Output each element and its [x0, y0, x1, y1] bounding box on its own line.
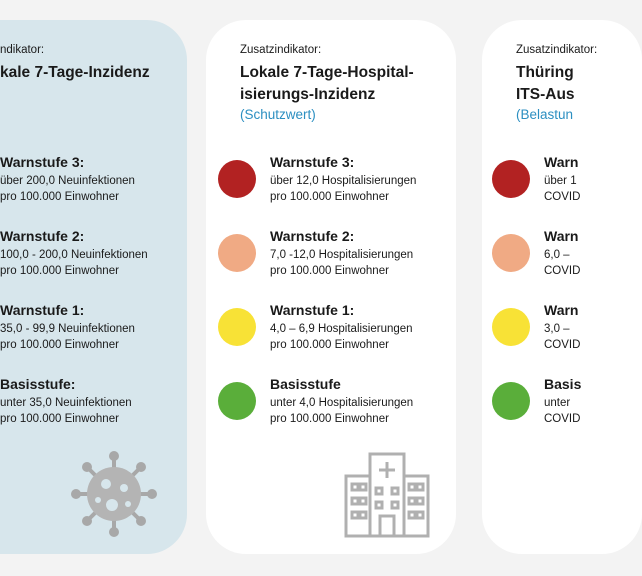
- level-unit: COVID: [544, 413, 581, 425]
- orange-dot-icon: [492, 234, 530, 272]
- level-label: Warnstufe 1:: [270, 302, 355, 318]
- level-label: Warn: [544, 228, 579, 244]
- level-unit: pro 100.000 Einwohner: [0, 339, 119, 351]
- red-dot-icon: [492, 160, 530, 198]
- level-label: Warnstufe 2:: [0, 228, 85, 244]
- level-range: unter: [544, 397, 571, 409]
- card-title: kale 7-Tage-Inzidenz: [0, 64, 150, 81]
- level-label: Warnstufe 1:: [0, 302, 85, 318]
- card-its: [482, 20, 642, 554]
- level-unit: pro 100.000 Einwohner: [270, 339, 389, 351]
- yellow-dot-icon: [492, 308, 530, 346]
- level-unit: COVID: [544, 191, 581, 203]
- level-unit: pro 100.000 Einwohner: [0, 413, 119, 425]
- indicator-label: Zusatzindikator:: [240, 44, 322, 56]
- level-range: 7,0 -12,0 Hospitalisierungen: [270, 249, 414, 261]
- indicator-label: Zusatzindikator:: [516, 44, 598, 56]
- virus-icon: [68, 448, 160, 540]
- level-range: über 200,0 Neuinfektionen: [0, 175, 135, 187]
- level-unit: pro 100.000 Einwohner: [270, 191, 389, 203]
- card-subtitle: (Schutzwert): [240, 107, 316, 122]
- orange-dot-icon: [218, 234, 256, 272]
- level-unit: COVID: [544, 265, 581, 277]
- level-label: Basis: [544, 376, 582, 392]
- card-subtitle: (Belastun: [516, 107, 574, 122]
- level-range: 35,0 - 99,9 Neuinfektionen: [0, 323, 135, 335]
- level-unit: COVID: [544, 339, 581, 351]
- level-label: Warnstufe 3:: [270, 154, 355, 170]
- level-label: Warnstufe 3:: [0, 154, 85, 170]
- level-label: Warn: [544, 154, 579, 170]
- level-unit: pro 100.000 Einwohner: [270, 265, 389, 277]
- level-range: über 12,0 Hospitalisierungen: [270, 175, 417, 187]
- card-incidence: [0, 20, 187, 554]
- level-label: Warnstufe 2:: [270, 228, 355, 244]
- card-hospitalization: [206, 20, 456, 554]
- yellow-dot-icon: [218, 308, 256, 346]
- red-dot-icon: [218, 160, 256, 198]
- hospital-icon: [342, 450, 432, 540]
- card-title: Thüring ITS-Aus: [516, 64, 575, 103]
- level-label: Warn: [544, 302, 579, 318]
- level-range: 100,0 - 200,0 Neuinfektionen: [0, 249, 148, 261]
- green-dot-icon: [492, 382, 530, 420]
- level-range: unter 35,0 Neuinfektionen: [0, 397, 132, 409]
- green-dot-icon: [218, 382, 256, 420]
- level-unit: pro 100.000 Einwohner: [0, 265, 119, 277]
- level-range: 3,0 –: [544, 323, 570, 335]
- level-unit: pro 100.000 Einwohner: [0, 191, 119, 203]
- indicator-label: ndikator:: [0, 44, 45, 56]
- level-label: Basisstufe: [270, 376, 341, 392]
- level-range: unter 4,0 Hospitalisierungen: [270, 397, 414, 409]
- level-label: Basisstufe:: [0, 376, 76, 392]
- level-range: 4,0 – 6,9 Hospitalisierungen: [270, 323, 413, 335]
- level-range: über 1: [544, 175, 577, 187]
- level-range: 6,0 –: [544, 249, 570, 261]
- level-unit: pro 100.000 Einwohner: [270, 413, 389, 425]
- card-title: Lokale 7-Tage-Hospital- isierungs-Inzidenz: [240, 64, 414, 103]
